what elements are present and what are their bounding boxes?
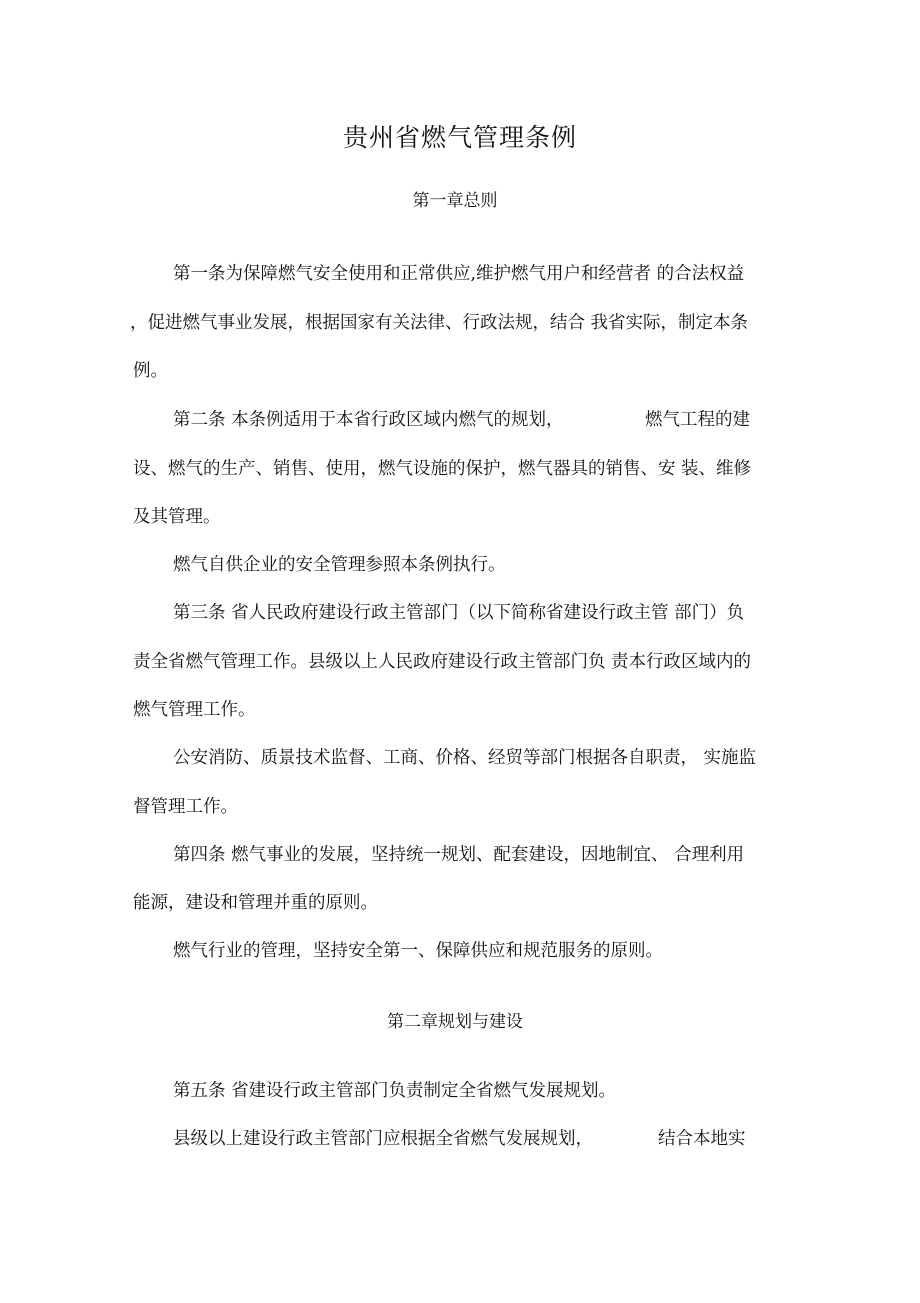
article2-line1b: 燃气工程的建 <box>645 410 750 430</box>
article5-line1: 第五条 省建设行政主管部门负责制定全省燃气发展规划。 <box>173 1081 617 1101</box>
article3-line2: 责全省燃气管理工作。县级以上人民政府建设行政主管部门负 责本行政区域内的 <box>133 652 752 672</box>
article2-line1a: 第二条 本条例适用于本省行政区域内燃气的规划， <box>173 410 564 430</box>
article1-line3: 例。 <box>133 361 168 381</box>
article3-para2-line2: 督管理工作。 <box>133 797 238 817</box>
article4-para2: 燃气行业的管理，坚持安全第一、保障供应和规范服务的原则。 <box>173 941 663 961</box>
article5-para2b: 结合本地实 <box>658 1129 746 1149</box>
article3-line1: 第三条 省人民政府建设行政主管部门（以下简称省建设行政主管 部门）负 <box>173 603 745 623</box>
document-title: 贵州省燃气管理条例 <box>342 123 577 152</box>
article4-line2: 能源，建设和管理并重的原则。 <box>133 893 378 913</box>
article5-para2a: 县级以上建设行政主管部门应根据全省燃气发展规划， <box>173 1129 593 1149</box>
article4-line1: 第四条 燃气事业的发展，坚持统一规划、配套建设，因地制宜、 合理利用 <box>173 845 745 865</box>
article2-para2: 燃气自供企业的安全管理参照本条例执行。 <box>173 555 506 575</box>
article1-line1: 第一条为保障燃气安全使用和正常供应,维护燃气用户和经营者 的合法权益 <box>173 264 745 284</box>
article1-line2: ，促进燃气事业发展，根据国家有关法律、行政法规，结合 我省实际，制定本条 <box>130 313 749 333</box>
article3-line3: 燃气管理工作。 <box>133 700 256 720</box>
article2-line2: 设、燃气的生产、销售、使用，燃气设施的保护，燃气器具的销售、安 装、维修 <box>133 459 752 479</box>
chapter-heading-1: 第一章总则 <box>412 191 498 211</box>
article3-para2-line1: 公安消防、质景技术监督、工商、价格、经贸等部门根据各自职责， 实施监 <box>173 748 757 768</box>
article2-line3: 及其管理。 <box>133 507 221 527</box>
chapter-heading-2: 第二章规划与建设 <box>387 1012 523 1032</box>
